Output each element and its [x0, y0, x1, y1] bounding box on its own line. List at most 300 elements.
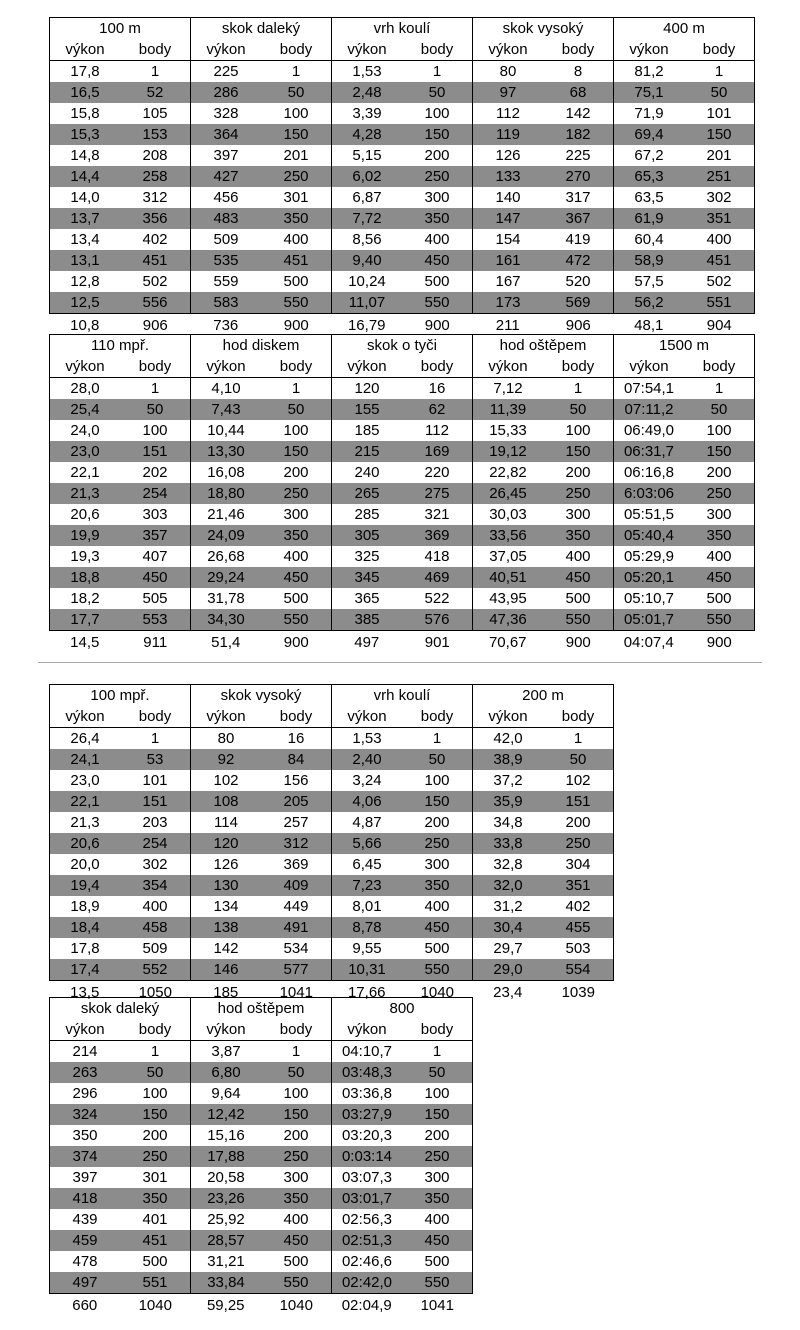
- perf-cell: 02:46,6: [332, 1251, 403, 1272]
- points-cell: 500: [261, 588, 332, 609]
- points-cell: 100: [261, 103, 332, 124]
- points-cell: 205: [261, 791, 332, 812]
- perf-cell: 12,5: [50, 292, 121, 314]
- perf-cell: 215: [332, 441, 403, 462]
- final-points-cell: 900: [283, 633, 309, 651]
- points-cell: 350: [261, 1188, 332, 1209]
- perf-cell: 6:03:06: [614, 483, 685, 504]
- perf-cell: 75,1: [614, 82, 685, 103]
- points-cell: 150: [261, 1104, 332, 1125]
- event-name: skok vysoký: [191, 685, 332, 707]
- table-row: [50, 1230, 473, 1251]
- column-header-perf: výkon: [50, 39, 121, 61]
- points-cell: 156: [261, 770, 332, 791]
- points-cell: 200: [402, 812, 473, 833]
- perf-cell: 80: [473, 61, 544, 83]
- perf-cell: 483: [191, 208, 262, 229]
- perf-cell: 134: [191, 896, 262, 917]
- perf-cell: 05:40,4: [614, 525, 685, 546]
- perf-cell: 15,3: [50, 124, 121, 145]
- table-row: [50, 483, 755, 504]
- points-cell: 275: [402, 483, 473, 504]
- final-points-cell: 900: [424, 316, 450, 334]
- perf-cell: 133: [473, 166, 544, 187]
- perf-cell: 324: [50, 1104, 121, 1125]
- points-cell: 300: [261, 1167, 332, 1188]
- perf-cell: 102: [191, 770, 262, 791]
- points-cell: 300: [684, 504, 755, 525]
- perf-cell: 21,3: [50, 812, 121, 833]
- perf-cell: 23,0: [50, 441, 121, 462]
- perf-cell: 43,95: [473, 588, 544, 609]
- perf-cell: 28,57: [191, 1230, 262, 1251]
- perf-cell: 6,80: [191, 1062, 262, 1083]
- points-cell: 1: [120, 61, 191, 83]
- final-perf-cell: 70,67: [488, 633, 527, 651]
- points-cell: 400: [684, 229, 755, 250]
- final-points-cell: 906: [565, 316, 591, 334]
- points-cell: 62: [402, 399, 473, 420]
- points-cell: 200: [261, 1125, 332, 1146]
- table-row: [50, 525, 755, 546]
- points-table: [49, 17, 755, 336]
- points-cell: 369: [261, 854, 332, 875]
- table-row: [50, 1188, 473, 1209]
- perf-cell: 14,4: [50, 166, 121, 187]
- points-cell: 1: [402, 1041, 473, 1063]
- perf-cell: 17,7: [50, 609, 121, 631]
- perf-cell: 4,28: [332, 124, 403, 145]
- perf-cell: 20,6: [50, 504, 121, 525]
- points-cell: 419: [543, 229, 614, 250]
- table-row: [50, 588, 755, 609]
- column-header-points: body: [402, 39, 473, 61]
- points-cell: 400: [261, 229, 332, 250]
- section-women-2: [49, 997, 473, 1316]
- final-row: [50, 631, 755, 654]
- final-points-cell: 1050: [138, 983, 172, 1001]
- perf-cell: 7,43: [191, 399, 262, 420]
- table-row: [50, 1104, 473, 1125]
- points-cell: 400: [261, 546, 332, 567]
- points-cell: 400: [402, 1209, 473, 1230]
- final-perf-cell: 04:07,4: [623, 633, 674, 651]
- points-cell: 300: [402, 854, 473, 875]
- points-cell: 500: [543, 588, 614, 609]
- points-cell: 301: [120, 1167, 191, 1188]
- perf-cell: 535: [191, 250, 262, 271]
- perf-cell: 15,16: [191, 1125, 262, 1146]
- column-header-perf: výkon: [332, 39, 403, 61]
- column-header-perf: výkon: [50, 356, 121, 378]
- perf-cell: 155: [332, 399, 403, 420]
- perf-cell: 33,84: [191, 1272, 262, 1294]
- perf-cell: 22,1: [50, 462, 121, 483]
- table-row: [50, 250, 755, 271]
- points-cell: 550: [543, 609, 614, 631]
- points-cell: 550: [261, 609, 332, 631]
- table-row: [50, 1041, 473, 1063]
- perf-cell: 18,80: [191, 483, 262, 504]
- table-row: [50, 166, 755, 187]
- perf-cell: 20,6: [50, 833, 121, 854]
- perf-cell: 28,0: [50, 378, 121, 400]
- perf-cell: 30,4: [473, 917, 544, 938]
- perf-cell: 3,24: [332, 770, 403, 791]
- perf-cell: 119: [473, 124, 544, 145]
- perf-cell: 120: [332, 378, 403, 400]
- column-header-points: body: [402, 706, 473, 728]
- perf-cell: 05:20,1: [614, 567, 685, 588]
- perf-cell: 374: [50, 1146, 121, 1167]
- perf-cell: 12,42: [191, 1104, 262, 1125]
- perf-cell: 07:11,2: [614, 399, 685, 420]
- points-cell: 8: [543, 61, 614, 83]
- points-cell: 220: [402, 462, 473, 483]
- points-cell: 402: [543, 896, 614, 917]
- perf-cell: 10,31: [332, 959, 403, 981]
- points-cell: 150: [684, 124, 755, 145]
- column-header-row: [50, 39, 755, 61]
- perf-cell: 31,21: [191, 1251, 262, 1272]
- column-header-points: body: [684, 39, 755, 61]
- perf-cell: 126: [191, 854, 262, 875]
- perf-cell: 32,0: [473, 875, 544, 896]
- points-cell: 312: [120, 187, 191, 208]
- perf-cell: 22,1: [50, 791, 121, 812]
- perf-cell: 33,8: [473, 833, 544, 854]
- perf-cell: 120: [191, 833, 262, 854]
- event-name: vrh koulí: [332, 685, 473, 707]
- table-row: [50, 1083, 473, 1104]
- points-cell: 142: [543, 103, 614, 124]
- column-header-row: [50, 1019, 473, 1041]
- column-header-perf: výkon: [473, 356, 544, 378]
- points-cell: 1: [684, 61, 755, 83]
- perf-cell: 67,2: [614, 145, 685, 166]
- table-row: [50, 145, 755, 166]
- perf-cell: 6,45: [332, 854, 403, 875]
- points-cell: 303: [120, 504, 191, 525]
- table-row: [50, 1125, 473, 1146]
- points-cell: 169: [402, 441, 473, 462]
- perf-cell: 265: [332, 483, 403, 504]
- points-cell: 350: [402, 1188, 473, 1209]
- perf-cell: 130: [191, 875, 262, 896]
- perf-cell: 02:56,3: [332, 1209, 403, 1230]
- perf-cell: 285: [332, 504, 403, 525]
- perf-cell: 112: [473, 103, 544, 124]
- final-points-cell: 1040: [279, 1296, 313, 1314]
- perf-cell: 31,78: [191, 588, 262, 609]
- perf-cell: 80: [191, 728, 262, 750]
- points-cell: 300: [402, 1167, 473, 1188]
- perf-cell: 497: [50, 1272, 121, 1294]
- column-header-perf: výkon: [473, 706, 544, 728]
- perf-cell: 16,5: [50, 82, 121, 103]
- perf-cell: 7,12: [473, 378, 544, 400]
- perf-cell: 325: [332, 546, 403, 567]
- table-row: [50, 917, 614, 938]
- perf-cell: 19,3: [50, 546, 121, 567]
- perf-cell: 03:01,7: [332, 1188, 403, 1209]
- column-header-perf: výkon: [332, 706, 403, 728]
- perf-cell: 328: [191, 103, 262, 124]
- points-cell: 576: [402, 609, 473, 631]
- table-row: [50, 504, 755, 525]
- perf-cell: 13,1: [50, 250, 121, 271]
- perf-cell: 114: [191, 812, 262, 833]
- table-row: [50, 896, 614, 917]
- column-header-points: body: [543, 356, 614, 378]
- perf-cell: 11,07: [332, 292, 403, 314]
- points-cell: 1: [261, 378, 332, 400]
- event-title-row: [50, 335, 755, 357]
- perf-cell: 34,30: [191, 609, 262, 631]
- points-cell: 350: [684, 525, 755, 546]
- perf-cell: 173: [473, 292, 544, 314]
- final-perf-cell: 23,4: [493, 983, 523, 1001]
- points-cell: 302: [120, 854, 191, 875]
- perf-cell: 225: [191, 61, 262, 83]
- final-perf-cell: 02:04,9: [341, 1296, 392, 1314]
- perf-cell: 17,4: [50, 959, 121, 981]
- points-cell: 351: [684, 208, 755, 229]
- perf-cell: 25,92: [191, 1209, 262, 1230]
- column-header-perf: výkon: [614, 39, 685, 61]
- points-cell: 556: [120, 292, 191, 314]
- points-cell: 151: [120, 791, 191, 812]
- points-cell: 553: [120, 609, 191, 631]
- points-cell: 356: [120, 208, 191, 229]
- table-row: [50, 938, 614, 959]
- column-header-row: [50, 356, 755, 378]
- points-cell: 321: [402, 504, 473, 525]
- perf-cell: 7,72: [332, 208, 403, 229]
- points-cell: 550: [402, 292, 473, 314]
- points-cell: 500: [402, 1251, 473, 1272]
- points-cell: 250: [402, 166, 473, 187]
- points-cell: 151: [543, 791, 614, 812]
- table-row: [50, 791, 614, 812]
- final-perf-cell: 48,1: [634, 316, 664, 334]
- perf-cell: 8,01: [332, 896, 403, 917]
- final-points-cell: 900: [283, 316, 309, 334]
- table-row: [50, 208, 755, 229]
- table-row: [50, 1251, 473, 1272]
- points-cell: 509: [120, 938, 191, 959]
- points-cell: 451: [261, 250, 332, 271]
- perf-cell: 13,4: [50, 229, 121, 250]
- points-cell: 257: [261, 812, 332, 833]
- points-cell: 551: [120, 1272, 191, 1294]
- points-cell: 551: [684, 292, 755, 314]
- perf-cell: 167: [473, 271, 544, 292]
- perf-cell: 02:42,0: [332, 1272, 403, 1294]
- perf-cell: 350: [50, 1125, 121, 1146]
- table-row: [50, 292, 755, 314]
- points-cell: 500: [402, 271, 473, 292]
- perf-cell: 23,26: [191, 1188, 262, 1209]
- event-name: skok daleký: [191, 18, 332, 40]
- perf-cell: 25,4: [50, 399, 121, 420]
- table-row: [50, 749, 614, 770]
- table-row: [50, 420, 755, 441]
- perf-cell: 9,64: [191, 1083, 262, 1104]
- perf-cell: 8,56: [332, 229, 403, 250]
- points-cell: 105: [120, 103, 191, 124]
- perf-cell: 17,8: [50, 61, 121, 83]
- final-points-cell: 1041: [279, 983, 313, 1001]
- perf-cell: 240: [332, 462, 403, 483]
- perf-cell: 03:20,3: [332, 1125, 403, 1146]
- final-row: [50, 1294, 473, 1317]
- perf-cell: 3,87: [191, 1041, 262, 1063]
- table-row: [50, 546, 755, 567]
- points-cell: 554: [543, 959, 614, 981]
- table-row: [50, 124, 755, 145]
- perf-cell: 5,66: [332, 833, 403, 854]
- perf-cell: 57,5: [614, 271, 685, 292]
- points-cell: 351: [543, 875, 614, 896]
- perf-cell: 345: [332, 567, 403, 588]
- perf-cell: 305: [332, 525, 403, 546]
- points-cell: 451: [120, 250, 191, 271]
- points-table: [49, 684, 614, 1003]
- points-cell: 250: [543, 483, 614, 504]
- points-cell: 250: [261, 1146, 332, 1167]
- final-points-cell: 901: [424, 633, 450, 651]
- section-women-1: [49, 684, 614, 1003]
- points-cell: 300: [543, 504, 614, 525]
- section-men-1: [49, 17, 755, 336]
- event-name: 100 m: [50, 18, 191, 40]
- table-row: [50, 728, 614, 750]
- table-row: [50, 833, 614, 854]
- event-name: 200 m: [473, 685, 614, 707]
- perf-cell: 03:48,3: [332, 1062, 403, 1083]
- perf-cell: 9,40: [332, 250, 403, 271]
- perf-cell: 04:10,7: [332, 1041, 403, 1063]
- perf-cell: 154: [473, 229, 544, 250]
- perf-cell: 140: [473, 187, 544, 208]
- perf-cell: 24,1: [50, 749, 121, 770]
- column-header-points: body: [120, 356, 191, 378]
- points-cell: 400: [402, 229, 473, 250]
- points-cell: 153: [120, 124, 191, 145]
- perf-cell: 6,02: [332, 166, 403, 187]
- points-cell: 317: [543, 187, 614, 208]
- table-row: [50, 875, 614, 896]
- perf-cell: 06:49,0: [614, 420, 685, 441]
- perf-cell: 10,24: [332, 271, 403, 292]
- points-cell: 250: [402, 1146, 473, 1167]
- perf-cell: 23,0: [50, 770, 121, 791]
- points-cell: 150: [402, 1104, 473, 1125]
- points-cell: 300: [402, 187, 473, 208]
- perf-cell: 108: [191, 791, 262, 812]
- points-cell: 1: [543, 728, 614, 750]
- points-cell: 250: [684, 483, 755, 504]
- perf-cell: 13,7: [50, 208, 121, 229]
- points-cell: 102: [543, 770, 614, 791]
- points-cell: 400: [684, 546, 755, 567]
- perf-cell: 05:10,7: [614, 588, 685, 609]
- perf-cell: 60,4: [614, 229, 685, 250]
- table-row: [50, 82, 755, 103]
- perf-cell: 03:07,3: [332, 1167, 403, 1188]
- points-cell: 469: [402, 567, 473, 588]
- event-name: 400 m: [614, 18, 755, 40]
- event-name: hod oštěpem: [473, 335, 614, 357]
- perf-cell: 58,9: [614, 250, 685, 271]
- perf-cell: 05:51,5: [614, 504, 685, 525]
- perf-cell: 17,88: [191, 1146, 262, 1167]
- perf-cell: 22,82: [473, 462, 544, 483]
- points-cell: 550: [402, 959, 473, 981]
- points-cell: 451: [684, 250, 755, 271]
- table-row: [50, 271, 755, 292]
- final-points-cell: 1040: [420, 983, 454, 1001]
- perf-cell: 263: [50, 1062, 121, 1083]
- points-cell: 250: [402, 833, 473, 854]
- points-cell: 201: [261, 145, 332, 166]
- perf-cell: 364: [191, 124, 262, 145]
- perf-cell: 56,2: [614, 292, 685, 314]
- points-table: [49, 334, 755, 653]
- perf-cell: 4,10: [191, 378, 262, 400]
- perf-cell: 161: [473, 250, 544, 271]
- perf-cell: 4,06: [332, 791, 403, 812]
- perf-cell: 40,51: [473, 567, 544, 588]
- points-cell: 450: [261, 567, 332, 588]
- column-header-perf: výkon: [191, 356, 262, 378]
- perf-cell: 439: [50, 1209, 121, 1230]
- points-cell: 500: [120, 1251, 191, 1272]
- column-header-perf: výkon: [191, 1019, 262, 1041]
- perf-cell: 286: [191, 82, 262, 103]
- points-cell: 1: [261, 61, 332, 83]
- points-cell: 369: [402, 525, 473, 546]
- points-cell: 500: [261, 271, 332, 292]
- perf-cell: 21,3: [50, 483, 121, 504]
- table-row: [50, 1209, 473, 1230]
- perf-cell: 385: [332, 609, 403, 631]
- points-cell: 500: [684, 588, 755, 609]
- perf-cell: 142: [191, 938, 262, 959]
- perf-cell: 31,2: [473, 896, 544, 917]
- points-cell: 100: [402, 103, 473, 124]
- perf-cell: 38,9: [473, 749, 544, 770]
- perf-cell: 18,2: [50, 588, 121, 609]
- points-cell: 301: [261, 187, 332, 208]
- points-cell: 50: [261, 82, 332, 103]
- perf-cell: 509: [191, 229, 262, 250]
- perf-cell: 32,8: [473, 854, 544, 875]
- column-header-points: body: [684, 356, 755, 378]
- points-cell: 350: [120, 1188, 191, 1209]
- final-perf-cell: 14,5: [70, 633, 100, 651]
- points-cell: 200: [684, 462, 755, 483]
- final-points-cell: 1040: [138, 1296, 172, 1314]
- perf-cell: 19,9: [50, 525, 121, 546]
- perf-cell: 478: [50, 1251, 121, 1272]
- points-cell: 450: [543, 567, 614, 588]
- perf-cell: 02:51,3: [332, 1230, 403, 1251]
- points-cell: 500: [402, 938, 473, 959]
- points-cell: 1: [120, 728, 191, 750]
- perf-cell: 138: [191, 917, 262, 938]
